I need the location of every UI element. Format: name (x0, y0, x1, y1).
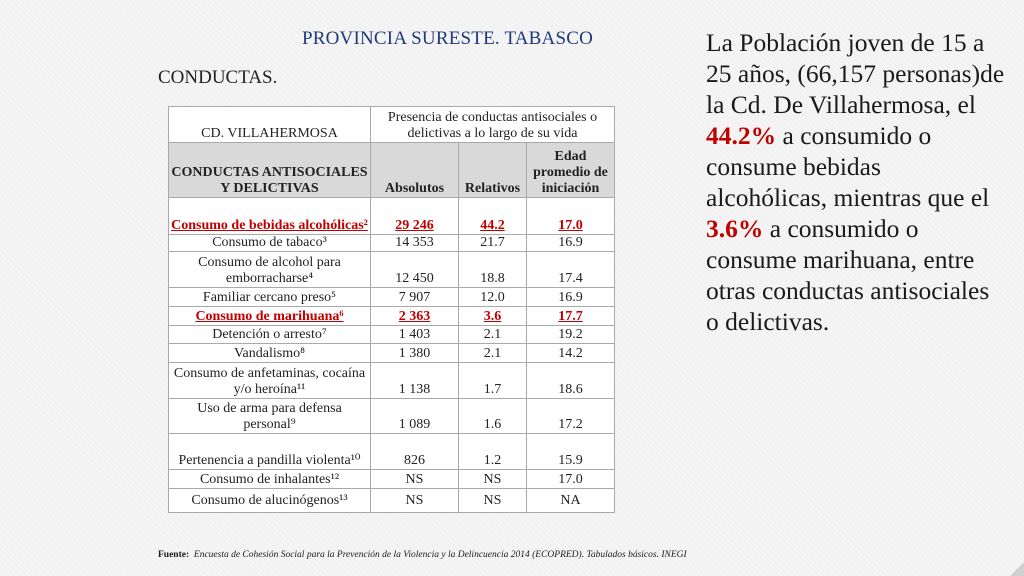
row-rel: NS (459, 470, 527, 489)
row-rel: NS (459, 489, 527, 513)
row-age: 17.0 (527, 198, 615, 235)
table-row (169, 344, 615, 363)
header-absolutos: Absolutos (371, 143, 459, 198)
table-row (169, 198, 615, 235)
row-abs: 29 246 (371, 198, 459, 235)
row-age: 16.9 (527, 288, 615, 307)
table-row (169, 434, 615, 470)
row-rel: 12.0 (459, 288, 527, 307)
table-row (169, 363, 615, 399)
row-rel: 1.7 (459, 363, 527, 399)
row-abs: 1 380 (371, 344, 459, 363)
row-label: Detención o arresto⁷ (169, 326, 371, 344)
row-label: Consumo de anfetaminas, cocaína y/o heroína¹¹ (169, 363, 371, 399)
table-row (169, 288, 615, 307)
row-abs: NS (371, 489, 459, 513)
row-label: Consumo de inhalantes¹² (169, 470, 371, 489)
row-label: Uso de arma para defensa personal⁹ (169, 399, 371, 434)
header-group: Presencia de conductas antisociales o delictivas a lo largo de su vida (371, 107, 615, 143)
header-city: CD. VILLAHERMOSA (169, 107, 371, 143)
row-label: Vandalismo⁸ (169, 344, 371, 363)
row-age: 17.0 (527, 470, 615, 489)
header-relativos: Relativos (459, 143, 527, 198)
row-rel: 1.2 (459, 434, 527, 470)
conduct-table (168, 106, 615, 513)
summary-part-1: La Población joven de 15 a 25 años, (66,157 personas)de la Cd. De Villahermosa, el (706, 28, 1005, 119)
row-rel: 1.6 (459, 399, 527, 434)
table-row (169, 235, 615, 252)
row-abs: 14 353 (371, 235, 459, 252)
row-rel: 21.7 (459, 235, 527, 252)
highlight-marijuana-percent: 3.6% (706, 214, 764, 243)
table-row (169, 399, 615, 434)
row-age: 16.9 (527, 235, 615, 252)
header-conducts: CONDUCTAS ANTISOCIALES Y DELICTIVAS (169, 143, 371, 198)
corner-decoration (1010, 562, 1024, 576)
row-age: NA (527, 489, 615, 513)
table-row (169, 307, 615, 326)
table-header-row-2 (169, 143, 615, 198)
highlight-alcohol-percent: 44.2% (706, 121, 777, 150)
row-age: 18.6 (527, 363, 615, 399)
row-label: Familiar cercano preso⁵ (169, 288, 371, 307)
row-rel: 2.1 (459, 344, 527, 363)
source-note (158, 550, 687, 560)
row-label: Pertenencia a pandilla violenta¹⁰ (169, 434, 371, 470)
section-heading: CONDUCTAS. (158, 67, 278, 88)
row-abs: 2 363 (371, 307, 459, 326)
row-label: Consumo de alucinógenos¹³ (169, 489, 371, 513)
slide-title: PROVINCIA SURESTE. TABASCO (302, 28, 594, 49)
row-abs: 1 089 (371, 399, 459, 434)
source-text: Encuesta de Cohesión Social para la Prevención de la Violencia y la Delincuencia 2014 (ECOPRED). Tabulados básicos. INEGI (193, 550, 687, 560)
row-abs: NS (371, 470, 459, 489)
row-age: 17.2 (527, 399, 615, 434)
row-abs: 826 (371, 434, 459, 470)
row-rel: 44.2 (459, 198, 527, 235)
summary-text (706, 27, 1006, 337)
row-label: Consumo de tabaco³ (169, 235, 371, 252)
row-age: 14.2 (527, 344, 615, 363)
summary-part-3: a consumido o consume marihuana, entre otras conductas antisociales o delictivas. (706, 214, 990, 336)
table-row (169, 489, 615, 513)
table-row (169, 326, 615, 344)
source-label: Fuente: (158, 550, 190, 560)
row-rel: 2.1 (459, 326, 527, 344)
row-abs: 1 403 (371, 326, 459, 344)
row-rel: 3.6 (459, 307, 527, 326)
row-rel: 18.8 (459, 252, 527, 288)
header-edad: Edad promedio de iniciación (527, 143, 615, 198)
table-header-row-1 (169, 107, 615, 143)
row-label: Consumo de marihuana⁶ (169, 307, 371, 326)
row-abs: 12 450 (371, 252, 459, 288)
row-age: 19.2 (527, 326, 615, 344)
row-age: 15.9 (527, 434, 615, 470)
row-abs: 7 907 (371, 288, 459, 307)
table-row (169, 252, 615, 288)
summary-part-2: a consumido o consume bebidas alcohólicas, mientras que el (706, 121, 990, 212)
row-age: 17.4 (527, 252, 615, 288)
row-label: Consumo de alcohol para emborracharse⁴ (169, 252, 371, 288)
row-label: Consumo de bebidas alcohólicas² (169, 198, 371, 235)
row-abs: 1 138 (371, 363, 459, 399)
table-row (169, 470, 615, 489)
row-age: 17.7 (527, 307, 615, 326)
